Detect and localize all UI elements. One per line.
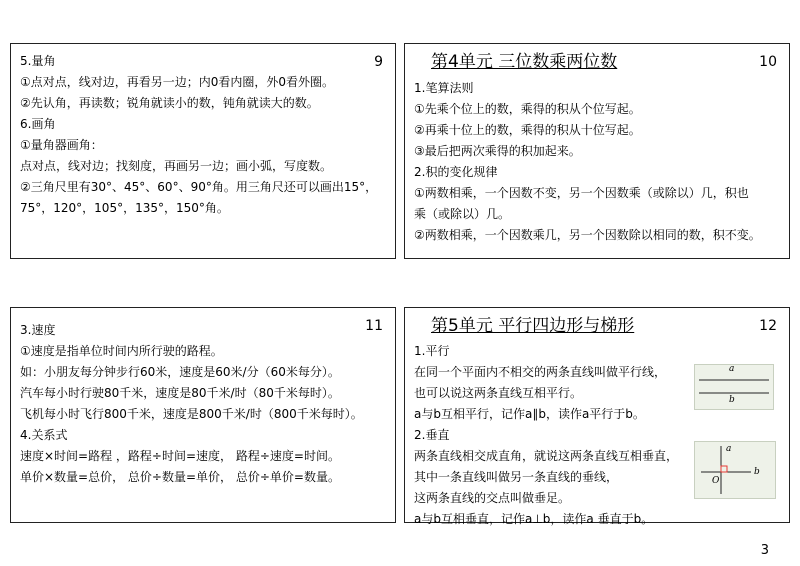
unit-title: 第5单元 平行四边形与梯形	[431, 316, 635, 336]
label-a: a	[729, 364, 735, 374]
page-number: 3	[760, 543, 769, 558]
heading-draw-angle: 6.画角	[20, 117, 56, 131]
card-number: 11	[365, 318, 383, 334]
text-line: ②先认角，再读数；锐角就读小的数，钝角就读大的数。	[20, 96, 319, 110]
perpendicular-lines-figure	[694, 441, 776, 499]
right-angle-mark	[721, 466, 727, 472]
text-line: 点对点，线对边；找刻度，再画另一边；画小弧，写度数。	[20, 159, 333, 173]
text-line: 其中一条直线叫做另一条直线的垂线，	[414, 470, 619, 484]
label-b: b	[729, 395, 735, 405]
card-9	[10, 43, 396, 259]
label-a: a	[726, 444, 732, 454]
card-10	[404, 43, 790, 259]
text-line: 汽车每小时行驶80千米，速度是80千米/时（80千米每时）。	[20, 386, 340, 400]
card-number: 12	[759, 318, 777, 334]
card-11	[10, 307, 396, 523]
text-line: 如：小朋友每分钟步行60米，速度是60米/分（60米每分）。	[20, 365, 340, 379]
card-number: 9	[374, 54, 383, 70]
text-line: ①量角器画角：	[20, 138, 103, 152]
text-line: 在同一个平面内不相交的两条直线叫做平行线，	[414, 365, 667, 379]
heading-measure-angle: 5.量角	[20, 54, 56, 68]
unit-title: 第4单元 三位数乘两位数	[431, 52, 618, 72]
text-line: ②两数相乘，一个因数乘几，另一个因数除以相同的数，积不变。	[414, 228, 761, 242]
heading-perpendicular: 2.垂直	[414, 428, 450, 442]
heading-parallel: 1.平行	[414, 344, 450, 358]
text-line: 速度×时间=路程 ，路程÷时间=速度， 路程÷速度=时间。	[20, 449, 340, 463]
heading-written-method: 1.笔算法则	[414, 81, 474, 95]
text-line: a与b互相垂直，记作a⊥b，读作a 垂直于b。	[414, 512, 654, 526]
text-line: ③最后把两次乘得的积加起来。	[414, 144, 581, 158]
text-line: ①先乘个位上的数，乘得的积从个位写起。	[414, 102, 641, 116]
text-line: 这两条直线的交点叫做垂足。	[414, 491, 571, 505]
text-line: 飞机每小时飞行800千米，速度是800千米/时（800千米每时）。	[20, 407, 363, 421]
label-b: b	[754, 467, 760, 477]
text-line: 也可以说这两条直线互相平行。	[414, 386, 583, 400]
text-line: a与b互相平行，记作a∥b，读作a平行于b。	[414, 407, 645, 421]
text-line: 75°，120°，105°，135°，150°角。	[20, 201, 229, 215]
text-line: 单价×数量=总价， 总价÷数量=单价， 总价÷单价=数量。	[20, 470, 340, 484]
parallel-lines-figure	[694, 364, 774, 410]
text-line: ①点对点，线对边，再看另一边；内0看内圈，外0看外圈。	[20, 75, 335, 89]
text-line: 两条直线相交成直角，就说这两条直线互相垂直，	[414, 449, 679, 463]
heading-speed: 3.速度	[20, 323, 56, 337]
label-o: O	[712, 476, 720, 486]
text-line: ②三角尺里有30°、45°、60°、90°角。用三角尺还可以画出15°，	[20, 180, 378, 194]
card-12	[404, 307, 790, 526]
text-line: 乘（或除以）几。	[414, 207, 511, 221]
card-number: 10	[759, 54, 777, 70]
heading-relations: 4.关系式	[20, 428, 68, 442]
text-line: ①速度是指单位时间内所行驶的路程。	[20, 344, 223, 358]
text-line: ②再乘十位上的数，乘得的积从十位写起。	[414, 123, 641, 137]
heading-product-rule: 2.积的变化规律	[414, 165, 498, 179]
text-line: ①两数相乘，一个因数不变，另一个因数乘（或除以）几，积也	[414, 186, 749, 200]
